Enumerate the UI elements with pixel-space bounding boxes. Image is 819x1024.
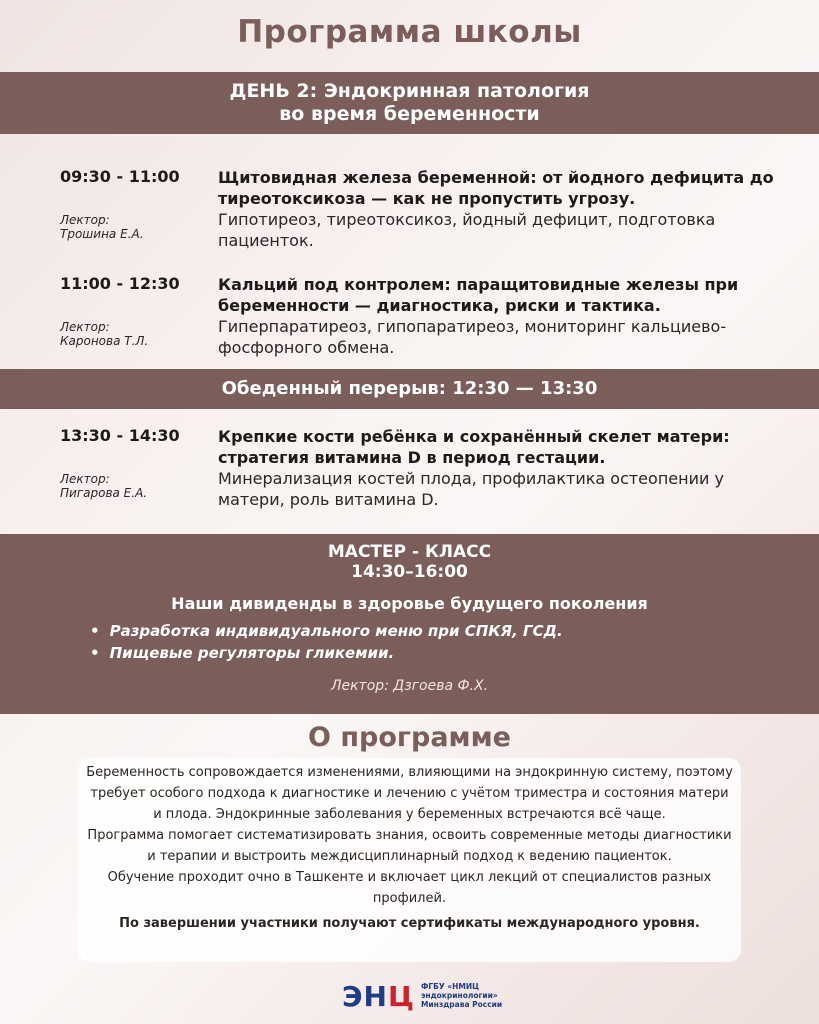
day-subtitle: во время беременности [279, 103, 540, 125]
about-title: О программе [308, 722, 511, 753]
day-title: ДЕНЬ 2: Эндокринная патология [229, 80, 590, 102]
logo-line: Минздрава России [420, 999, 503, 1009]
logo-text [421, 982, 502, 1009]
session-description: Гиперпаратиреоз, гипопаратиреоз, мониторинг кальциево-фосфорного обмена. [218, 317, 727, 357]
session-lecturer [60, 472, 147, 500]
about-paragraph: Программа помогает систематизировать знания, освоить современные методы диагностики и терапии и выстроить междисциплинарный подход к ведению пациенток. [87, 828, 732, 864]
about-paragraph: Обучение проходит очно в Ташкенте и включает цикл лекций от специалистов разных профилей. [107, 870, 712, 906]
session-lecturer [60, 320, 148, 348]
lunch-banner: Обеденный перерыв: 12:30 — 13:30 [0, 369, 819, 409]
organization-logo [342, 978, 502, 1012]
about-paragraph: Беременность сопровождается изменениями, влияющими на эндокринную систему, поэтому требует особого подхода к диагностике и лечению с учётом триместра и состояния матери и плода. Эндокринные заболевания у беременных встречаются всё чаще. [86, 765, 733, 822]
lecturer-label: Лектор: [60, 213, 110, 227]
session-lecturer [60, 213, 144, 241]
masterclass-topics [90, 620, 819, 664]
session-description: Минерализация костей плода, профилактика остеопении у матери, роль витамина D. [218, 469, 724, 509]
session-description: Гипотиреоз, тиреотоксикоз, йодный дефицит, подготовка пациенток. [218, 210, 716, 250]
lecturer-label: Лектор: [60, 320, 110, 334]
logo-line: эндокринологии» [420, 990, 498, 1000]
masterclass-subtitle: Наши дивиденды в здоровье будущего поколения [171, 594, 648, 613]
session-time: 09:30 - 11:00 [60, 167, 180, 186]
logo-mark-red: Ц [387, 980, 415, 1013]
lecturer-label: Лектор: [60, 472, 110, 486]
masterclass-lecturer: Лектор: Дзгоева Ф.Х. [330, 678, 489, 694]
session-content [218, 274, 778, 358]
logo-mark [342, 978, 415, 1012]
session-title: Кальций под контролем: паращитовидные железы при беременности — диагностика, риски и тактика. [218, 275, 739, 315]
list-item: • Разработка индивидуального меню при СПКЯ, ГСД. [90, 620, 819, 642]
lecturer-name: Трошина Е.А. [60, 227, 144, 241]
session-time: 11:00 - 12:30 [60, 274, 180, 293]
masterclass-title: МАСТЕР - КЛАСС [327, 542, 492, 562]
about-certificate-note: По завершении участники получают сертификаты международного уровня. [119, 916, 700, 931]
masterclass-section [0, 534, 819, 714]
day-banner [0, 72, 819, 134]
session-content [218, 426, 778, 510]
session-title: Крепкие кости ребёнка и сохранённый скелет матери: стратегия витамина D в период гестации. [218, 427, 730, 467]
about-card [78, 758, 741, 962]
lecturer-name: Пигарова Е.А. [60, 486, 148, 500]
logo-line: ФГБУ «НМИЦ [420, 981, 480, 991]
masterclass-time: 14:30–16:00 [351, 562, 468, 582]
lecturer-name: Каронова Т.Л. [60, 334, 149, 348]
session-time: 13:30 - 14:30 [60, 426, 180, 445]
logo-mark-blue: ЭН [342, 980, 388, 1013]
list-item: • Пищевые регуляторы гликемии. [90, 642, 819, 664]
session-content [218, 167, 778, 251]
page-title: Программа школы [237, 14, 582, 50]
session-title: Щитовидная железа беременной: от йодного дефицита до тиреотоксикоза — как не пропустить угрозу. [218, 168, 774, 208]
